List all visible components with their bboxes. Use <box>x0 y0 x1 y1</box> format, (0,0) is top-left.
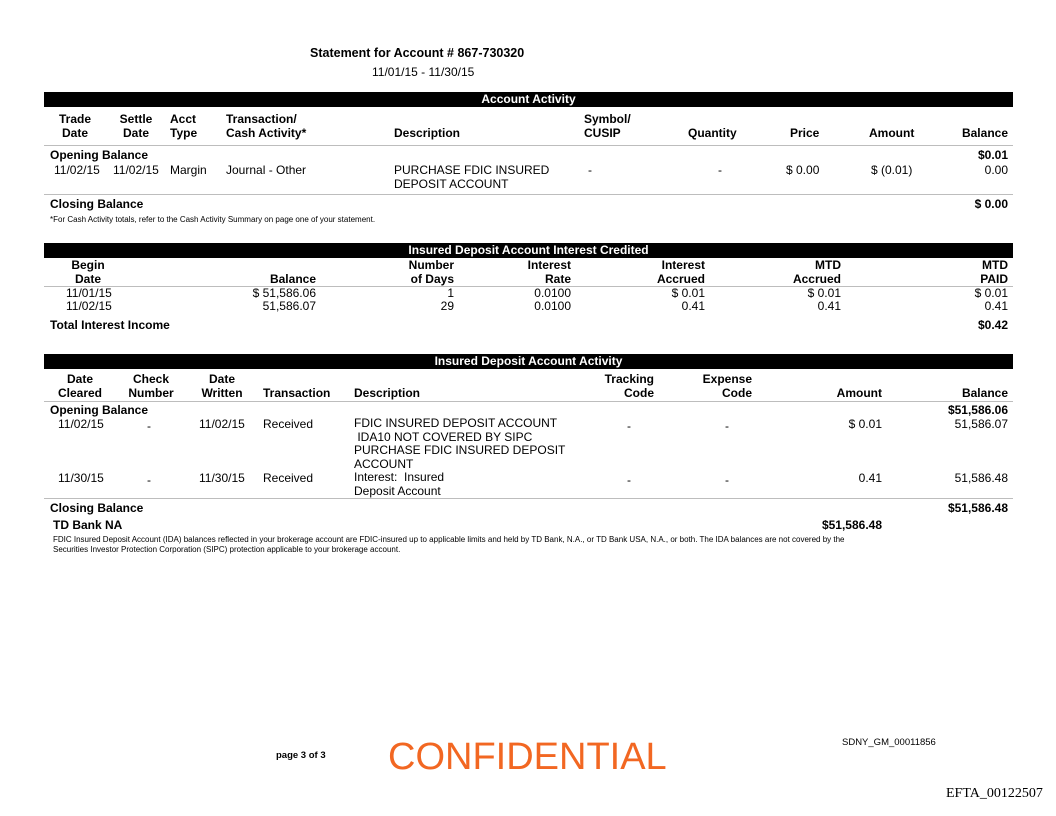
balance: 0.00 <box>984 163 1008 177</box>
mtd-paid: 0.41 <box>984 299 1008 313</box>
col-transaction: Transaction <box>263 386 331 400</box>
number-of-days: 29 <box>440 299 454 313</box>
interest-rate: 0.0100 <box>534 286 571 300</box>
statement-period: 11/01/15 - 11/30/15 <box>372 65 475 79</box>
page-number: page 3 of 3 <box>276 750 326 761</box>
col-date-written: Date Written <box>201 372 243 400</box>
settle-date: 11/02/15 <box>113 163 159 177</box>
amount: $ 0.01 <box>848 417 882 431</box>
opening-balance-label: Opening Balance <box>50 148 149 162</box>
bank-name: TD Bank NA <box>53 518 123 532</box>
col-price: Price <box>790 126 820 140</box>
interest-accrued: 0.41 <box>681 299 705 313</box>
opening-balance-value: $51,586.06 <box>947 403 1008 417</box>
col-interest-rate: Interest Rate <box>527 258 571 286</box>
col-mtd-accrued: MTD Accrued <box>792 258 841 286</box>
col-balance: Balance <box>961 126 1008 140</box>
number-of-days: 1 <box>447 286 454 300</box>
date-cleared: 11/30/15 <box>58 471 104 485</box>
balance: 51,586.07 <box>954 417 1008 431</box>
closing-balance-label: Closing Balance <box>50 501 144 515</box>
closing-balance-value: $ 0.00 <box>974 197 1008 211</box>
begin-date: 11/01/15 <box>66 286 112 300</box>
date-written: 11/02/15 <box>199 417 245 431</box>
closing-balance-label: Closing Balance <box>50 197 144 211</box>
divider <box>44 498 1013 499</box>
confidential-stamp: CONFIDENTIAL <box>388 736 667 778</box>
balance: $ 51,586.06 <box>252 286 316 300</box>
col-check-number: Check Number <box>128 372 174 400</box>
closing-balance-value: $51,586.48 <box>947 501 1008 515</box>
interest-accrued: $ 0.01 <box>671 286 705 300</box>
transaction: Received <box>263 417 314 431</box>
col-amount: Amount <box>869 126 915 140</box>
account-activity-header-bar: Account Activity <box>44 92 1013 107</box>
col-interest-accrued: Interest Accrued <box>656 258 705 286</box>
col-quantity: Quantity <box>688 126 737 140</box>
col-number-of-days: Number of Days <box>408 258 454 286</box>
opening-balance-label: Opening Balance <box>50 403 149 417</box>
bank-balance: $51,586.48 <box>821 518 882 532</box>
divider <box>44 145 1013 146</box>
col-begin-date: Begin Date <box>71 258 105 286</box>
description: PURCHASE FDIC INSURED DEPOSIT ACCOUNT <box>394 163 550 191</box>
quantity: - <box>718 163 722 177</box>
symbol: - <box>588 163 592 177</box>
col-date-cleared: Date Cleared <box>57 372 103 400</box>
tracking-code: - <box>627 419 631 433</box>
tracking-code: - <box>627 473 631 487</box>
description: Interest: Insured Deposit Account <box>354 470 445 498</box>
divider <box>44 401 1013 402</box>
statement-title: Statement for Account # 867-730320 <box>310 46 525 60</box>
check-number: - <box>147 419 151 433</box>
col-description: Description <box>394 126 461 140</box>
ida-activity-header-bar: Insured Deposit Account Activity <box>44 354 1013 369</box>
check-number: - <box>147 473 151 487</box>
amount: $ (0.01) <box>871 163 913 177</box>
date-cleared: 11/02/15 <box>58 417 104 431</box>
col-symbol: Symbol/ CUSIP <box>584 112 631 140</box>
col-mtd-paid: MTD PAID <box>980 258 1008 286</box>
col-acct-type: Acct Type <box>170 112 198 140</box>
col-amount: Amount <box>836 386 882 400</box>
mtd-paid: $ 0.01 <box>974 286 1008 300</box>
mtd-accrued: 0.41 <box>817 299 841 313</box>
cash-activity-footnote: *For Cash Activity totals, refer to the Cash Activity Summary on page one of your statement. <box>50 215 376 224</box>
transaction: Received <box>263 471 314 485</box>
bates-number: SDNY_GM_00011856 <box>842 737 936 748</box>
col-trade-date: Trade Date <box>58 112 91 140</box>
total-interest-label: Total Interest Income <box>50 318 170 332</box>
date-written: 11/30/15 <box>199 471 245 485</box>
col-settle-date: Settle Date <box>119 112 153 140</box>
mtd-accrued: $ 0.01 <box>807 286 841 300</box>
price: $ 0.00 <box>786 163 820 177</box>
divider <box>44 194 1013 195</box>
balance: 51,586.48 <box>954 471 1008 485</box>
interest-credited-header-bar: Insured Deposit Account Interest Credited <box>44 243 1013 258</box>
col-balance: Balance <box>961 386 1008 400</box>
acct-type: Margin <box>170 163 207 177</box>
balance: 51,586.07 <box>262 299 316 313</box>
col-balance: Balance <box>269 272 316 286</box>
efta-number: EFTA_00122507 <box>946 786 1043 801</box>
expense-code: - <box>725 419 729 433</box>
opening-balance-value: $0.01 <box>977 148 1008 162</box>
col-tracking-code: Tracking Code <box>604 372 654 400</box>
expense-code: - <box>725 473 729 487</box>
col-transaction: Transaction/ Cash Activity* <box>226 112 307 140</box>
col-description: Description <box>354 386 421 400</box>
total-interest-value: $0.42 <box>977 318 1008 332</box>
begin-date: 11/02/15 <box>66 299 112 313</box>
transaction: Journal - Other <box>226 163 307 177</box>
fdic-disclaimer: FDIC Insured Deposit Account (IDA) balances reflected in your brokerage account are FDIC-insured up to applicable limits and held by TD Bank, N.A., or TD Bank USA, N.A., or both. The IDA balances are not covered by the Securities Investor Protection Corporation (SIPC) protection applicable to your brokerage account. <box>53 535 845 554</box>
trade-date: 11/02/15 <box>54 163 100 177</box>
col-expense-code: Expense Code <box>702 372 752 400</box>
amount: 0.41 <box>858 471 882 485</box>
interest-rate: 0.0100 <box>534 299 571 313</box>
description: FDIC INSURED DEPOSIT ACCOUNT IDA10 NOT COVERED BY SIPC PURCHASE FDIC INSURED DEPOSIT ACCOUNT <box>354 416 566 471</box>
